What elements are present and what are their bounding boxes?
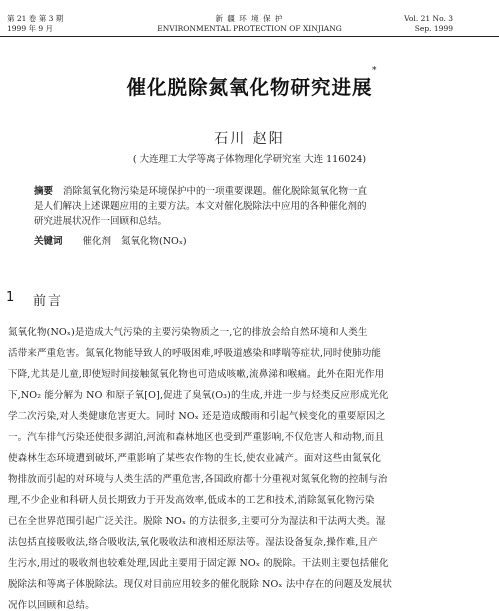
abstract-line-3: 研究进展状况作一回顾和总结。 (34, 216, 168, 227)
article-title: 催化脱除氮氧化物研究进展 (126, 76, 373, 99)
body-line: 况作以回顾和总结。 (8, 600, 95, 611)
journal-date-english: Sep. 1999 (414, 24, 453, 33)
keyword-item: 催化剂 (82, 236, 112, 247)
body-line: 学二次污染,对人类健康危害更大。同时 NOₓ 还是造成酸雨和引起气候变化的重要原因之 (8, 411, 386, 422)
body-line: 下降,尤其是儿童,即使短时间接触氮氧化物也可造成咳嗽,流鼻涕和喉痛。此外在阳光作用 (8, 369, 385, 380)
journal-name: 新 疆 环 境 保 护 (215, 14, 284, 23)
body-line: 下,NO₂ 能分解为 NO 和原子氧[O],促进了臭氧(O₃)的生成,并进一步与烃类反应形成光化 (8, 390, 389, 401)
author-affiliation: ( 大连理工大学等离子体物理化学研究室 大连 116024) (132, 154, 367, 165)
abstract-line-2: 是人们解决上述课题应用的主要方法。本文对催化脱除法中应用的各种催化剂的 (34, 201, 367, 212)
body-line: 氮氧化物(NOₓ)是造成大气污染的主要污染物质之一,它的排放会给自然环境和人类生 (8, 327, 368, 338)
abstract-text-1: 消除氮氧化物污染是环境保护中的一项重要课题。催化脱除氮氧化物一直 (63, 186, 368, 197)
body-line: 理,不少企业和科研人员长期致力于开发高效率,低成本的工艺和技术,消除氮氧化物污染 (8, 495, 375, 506)
article-authors: 石川 赵阳 (214, 131, 285, 147)
abstract-line-1 (34, 184, 464, 199)
journal-volume: 第 21 卷 第 3 期 (7, 14, 64, 23)
body-line: 活带来严重危害。氮氧化物能导致人的呼吸困难,呼吸道感染和哮喘等症状,同时使肺功能 (8, 348, 382, 359)
body-line: 生污水,用过的吸收剂也较难处理,因此主要用于固定源 NOₓ 的脱除。干法则主要包括催化 (8, 558, 389, 569)
body-line: 使森林生态环境遭到破坏,严重影响了某些农作物的生长,使农业减产。面对这些由氮氧化 (8, 453, 382, 464)
journal-name-english: ENVIRONMENTAL PROTECTION OF XINJIANG (157, 24, 342, 33)
body-line: 脱除法和等离子体脱除法。现仅对目前应用较多的催化脱除 NOₓ 法中存在的问题及发展状 (8, 579, 392, 590)
body-line: 一。汽车排气污染还使很多湖泊,河流和森林地区也受到严重影响,不仅危害人和动物,而且 (8, 432, 385, 443)
journal-date: 1999 年 9 月 (7, 24, 54, 33)
abstract-label: 摘要 (34, 186, 54, 197)
keyword-item: 氮氧化物(NOₓ) (121, 236, 187, 247)
keywords-line (34, 234, 464, 249)
journal-volume-english: Vol. 21 No. 3 (404, 14, 453, 23)
body-line: 已在全世界范围引起广泛关注。脱除 NOₓ 的方法很多,主要可分为湿法和干法两大类。湿 (8, 516, 386, 527)
body-line: 物排放而引起的对环境与人类生活的严重危害,各国政府都十分重视对氮氧化物的控制与治 (8, 474, 388, 485)
keywords-label: 关键词 (34, 236, 63, 247)
section-number: 1 (6, 290, 15, 305)
header-rule (0, 36, 499, 37)
title-footnote-mark: * (372, 66, 377, 76)
section-title: 前言 (33, 294, 64, 309)
body-line: 法包括直接吸收法,络合吸收法,氧化吸收法和液相还原法等。湿法设备复杂,操作难,且产 (8, 537, 378, 548)
